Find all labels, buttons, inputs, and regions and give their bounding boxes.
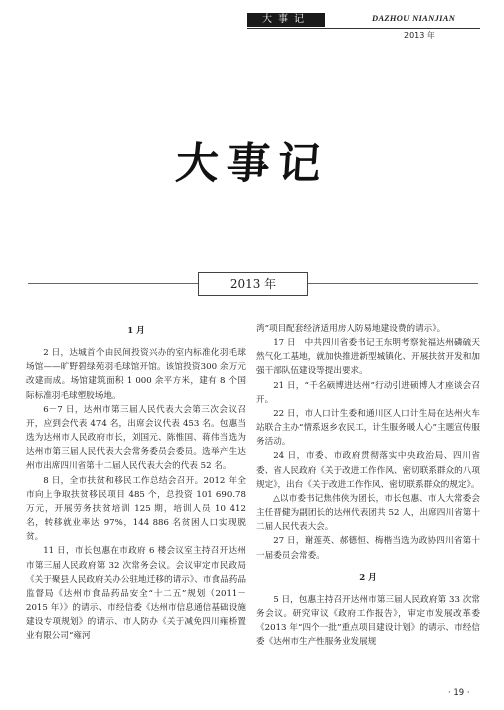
entry-paragraph: 2 日，达城首个由民间投资兴办的室内标准化羽毛球场馆——旷野碧绿苑羽毛球馆开馆。该馆投资300 余万元改建而成。场馆建筑面积 1 000 余平方米，建有 8 个国际标准羽毛球塑胶场地。 [26, 348, 246, 401]
header-year: 2013 年 [404, 31, 435, 40]
header-section-label: 大事记 [247, 13, 325, 27]
month-heading-january: 1 月 [127, 326, 145, 336]
entry-paragraph: 5 日，包惠主持召开达州市第三届人民政府第 33 次常务会议。研究审议《政府工作报告》，审定市发展改革委《2013 年“四个一批”重点项目建设计划》的请示、市经信委《达州市生产性服务业发展规 [256, 594, 480, 648]
entry-paragraph: 27 日，谢莲英、郝德恒、梅楷当选为政协四川省第十一届委员会常委。 [256, 536, 480, 561]
month-heading-february: 2 月 [359, 572, 377, 583]
year-heading: 2013 年 [198, 272, 308, 296]
entry-paragraph: 11 日，市长包惠在市政府 6 楼会议室主持召开达州市第三届人民政府第 32 次常务会议。会议审定市民政局《关于聚县人民政府关办公驻地迁移的请示》、市食品药品监督局《达州市食品药品安全“十二五”规划（2011－2015 年）》的请示、市经信委《达州市信息通信基础设施建设专项规划》的请示、市人防办《关于减免四川雍桥置业有限公司“雍河 [26, 546, 246, 642]
entry-paragraph: 22 日，市人口计生委和通川区人口计生局在达州火车站联合主办“情系返乡农民工，计生服务暖人心”主题宣传服务活动。 [256, 408, 480, 448]
entry-paragraph: 17 日 中共四川省委书记王东明考察瓮福达州磷硫天然气化工基地，就加快推进新型城镇化、开展扶贫开发和加强干部队伍建设等提出要求。 [256, 338, 480, 377]
entry-paragraph-continued: 湾”项目配套经济适用房人防易地建设费的请示》。 [256, 324, 446, 334]
header-rule [247, 28, 480, 29]
header-yearbook-name: DAZHOU NIANJIAN [372, 13, 456, 23]
page-number: · 19 · [448, 688, 470, 698]
left-column [26, 322, 246, 643]
page-title: 大事记 [174, 139, 331, 189]
entry-paragraph: 8 日，全市扶贫和移民工作总结会召开。2012 年全市向上争取扶贫移民项目 485 个，总投资 101 690.78 万元，开展劳务扶贫培训 125 期，培训人员 10 412 名，转移就业率达 97%，144 886 名贫困人口实现脱贫。 [26, 475, 246, 543]
entry-paragraph: 21 日，“千名硕博进达州”行动引进硕博人才座谈会召开。 [256, 380, 480, 405]
entry-paragraph: 6－7 日，达州市第三届人民代表大会第三次会议召开，应到会代表 474 名，出席会议代表 453 名。包惠当选为达州市人民政府市长，刘国元、陈惟国、蒋伟当选为达州市第三届人民代表大会常务委员会委员。选举产生达州市出席四川省第十二届人民代表大会的代表 52 名。 [26, 404, 246, 472]
entry-paragraph: 24 日，市委、市政府贯彻落实中央政治局、四川省委、省人民政府《关于改进工作作风、密切联系群众的八项规定》，出台《关于改进工作作风、密切联系群众的规定》。 [256, 451, 480, 490]
entry-paragraph: △以市委书记焦伟侠为团长，市长包惠、市人大常委会主任晋健为副团长的达州代表团共 52 人，出席四川省第十二届人民代表大会。 [256, 493, 480, 533]
right-column [256, 322, 480, 649]
